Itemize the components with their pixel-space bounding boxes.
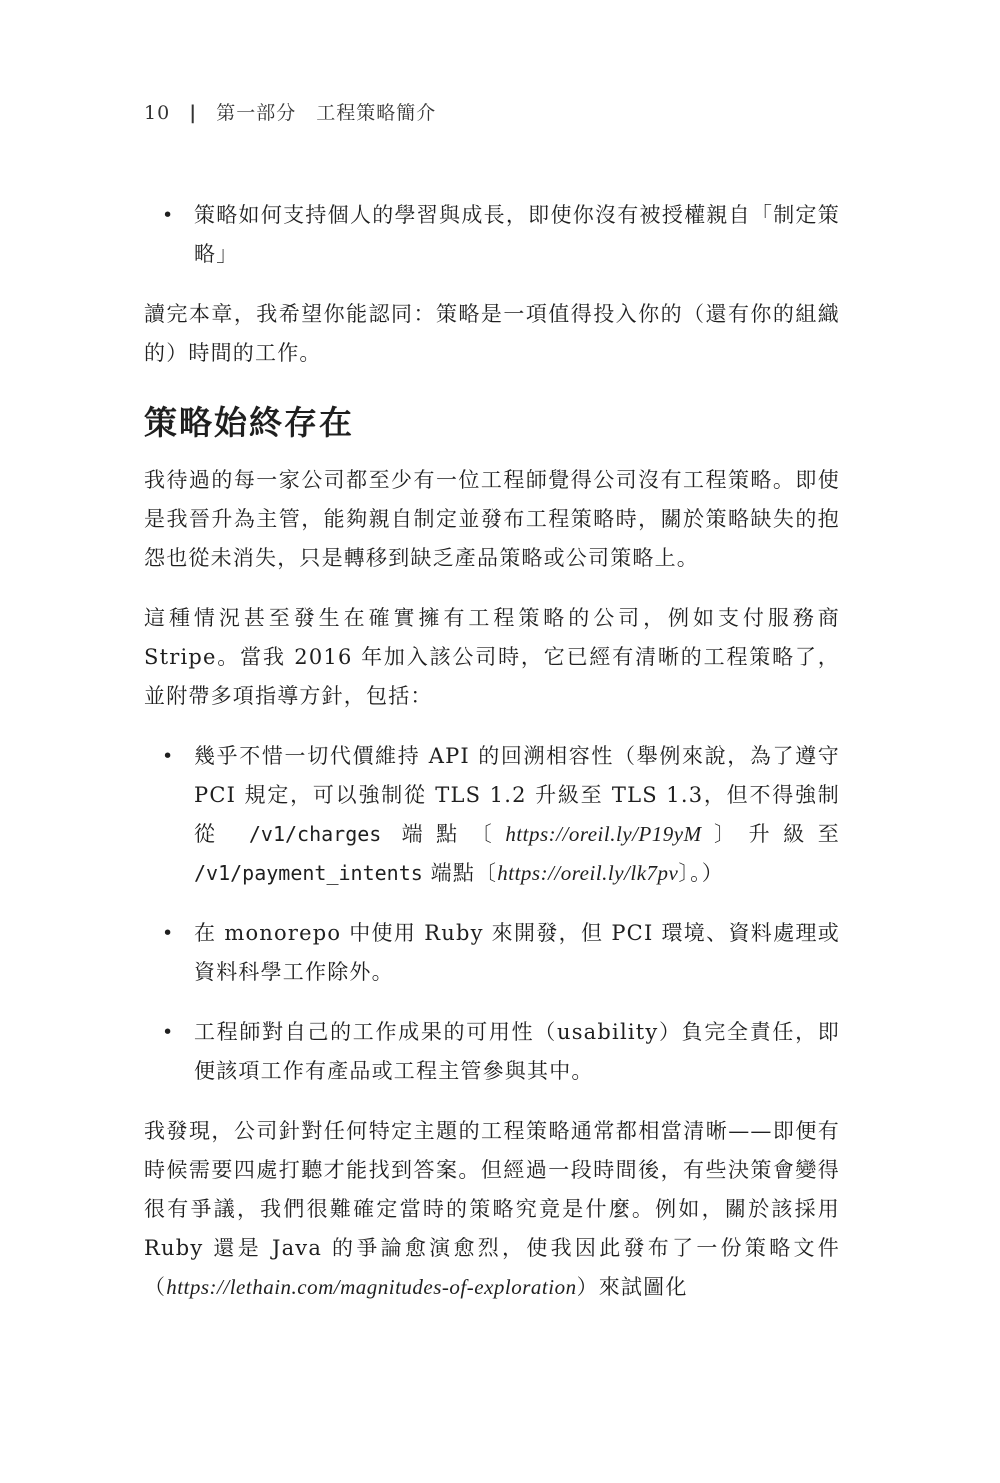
list-item-text: 在 monorepo 中使用 Ruby 來開發，但 PCI 環境、資料處理或資料科學工作除外。 xyxy=(194,921,840,984)
list-item-text: 工程師對自己的工作成果的可用性（usability）負完全責任，即便該項工作有產品或工程主管參與其中。 xyxy=(194,1020,840,1083)
link[interactable]: https://oreil.ly/lk7pv xyxy=(497,861,679,885)
running-header xyxy=(144,98,436,125)
paragraph-3: 我發現，公司針對任何特定主題的工程策略通常都相當清晰——即便有時候需要四處打聽才能找到答案。但經過一段時間後，有些決策會變得很有爭議，我們很難確定當時的策略究竟是什麼。例如，關於該採用 Ruby 還是 Java 的爭論愈演愈烈，使我因此發布了一份策略文件（https://lethain.com/magnitudes-of-exploration）來試圖化 xyxy=(144,1119,840,1299)
list-item xyxy=(144,196,840,274)
section-heading: 策略始終存在 xyxy=(144,403,354,442)
code-endpoint: /v1/charges xyxy=(248,822,382,846)
page-number: 10 xyxy=(144,102,171,124)
intro-bullet-list xyxy=(144,196,840,274)
paragraph-2: 這種情況甚至發生在確實擁有工程策略的公司，例如支付服務商Stripe。當我 2016 年加入該公司時，它已經有清晰的工程策略了，並附帶多項指導方針，包括： xyxy=(144,606,840,708)
list-item-text: 策略如何支持個人的學習與成長，即使你沒有被授權親自「制定策略」 xyxy=(194,203,840,266)
bullet-icon: • xyxy=(162,204,175,226)
list-item xyxy=(144,737,840,893)
header-separator: | xyxy=(189,102,198,124)
list-item-text: 幾乎不惜一切代價維持 API 的回溯相容性（舉例來說，為了遵守 PCI 規定，可以強制從 TLS 1.2 升級至 TLS 1.3，但不得強制從 /v1/charges 端點〔https://oreil.ly/P19yM〕升級至 /v1/payment_intents 端點〔https://oreil.ly/lk7pv〕。） xyxy=(194,744,840,885)
bullet-icon: • xyxy=(162,745,175,767)
list-item xyxy=(144,914,840,992)
body-text xyxy=(144,196,840,1328)
bullet-icon: • xyxy=(162,922,175,944)
list-item xyxy=(144,1013,840,1091)
code-endpoint: /v1/payment_intents xyxy=(194,861,423,885)
intro-paragraph: 讀完本章，我希望你能認同：策略是一項值得投入你的（還有你的組織的）時間的工作。 xyxy=(144,302,840,365)
guideline-bullet-list xyxy=(144,737,840,1091)
section-title: 第一部分 工程策略簡介 xyxy=(216,102,437,124)
link[interactable]: https://oreil.ly/P19yM xyxy=(505,822,702,846)
paragraph-1: 我待過的每一家公司都至少有一位工程師覺得公司沒有工程策略。即使是我晉升為主管，能夠親自制定並發布工程策略時，關於策略缺失的抱怨也從未消失，只是轉移到缺乏產品策略或公司策略上。 xyxy=(144,468,840,570)
link[interactable]: https://lethain.com/magnitudes-of-exploration xyxy=(166,1275,577,1299)
bullet-icon: • xyxy=(162,1021,175,1043)
